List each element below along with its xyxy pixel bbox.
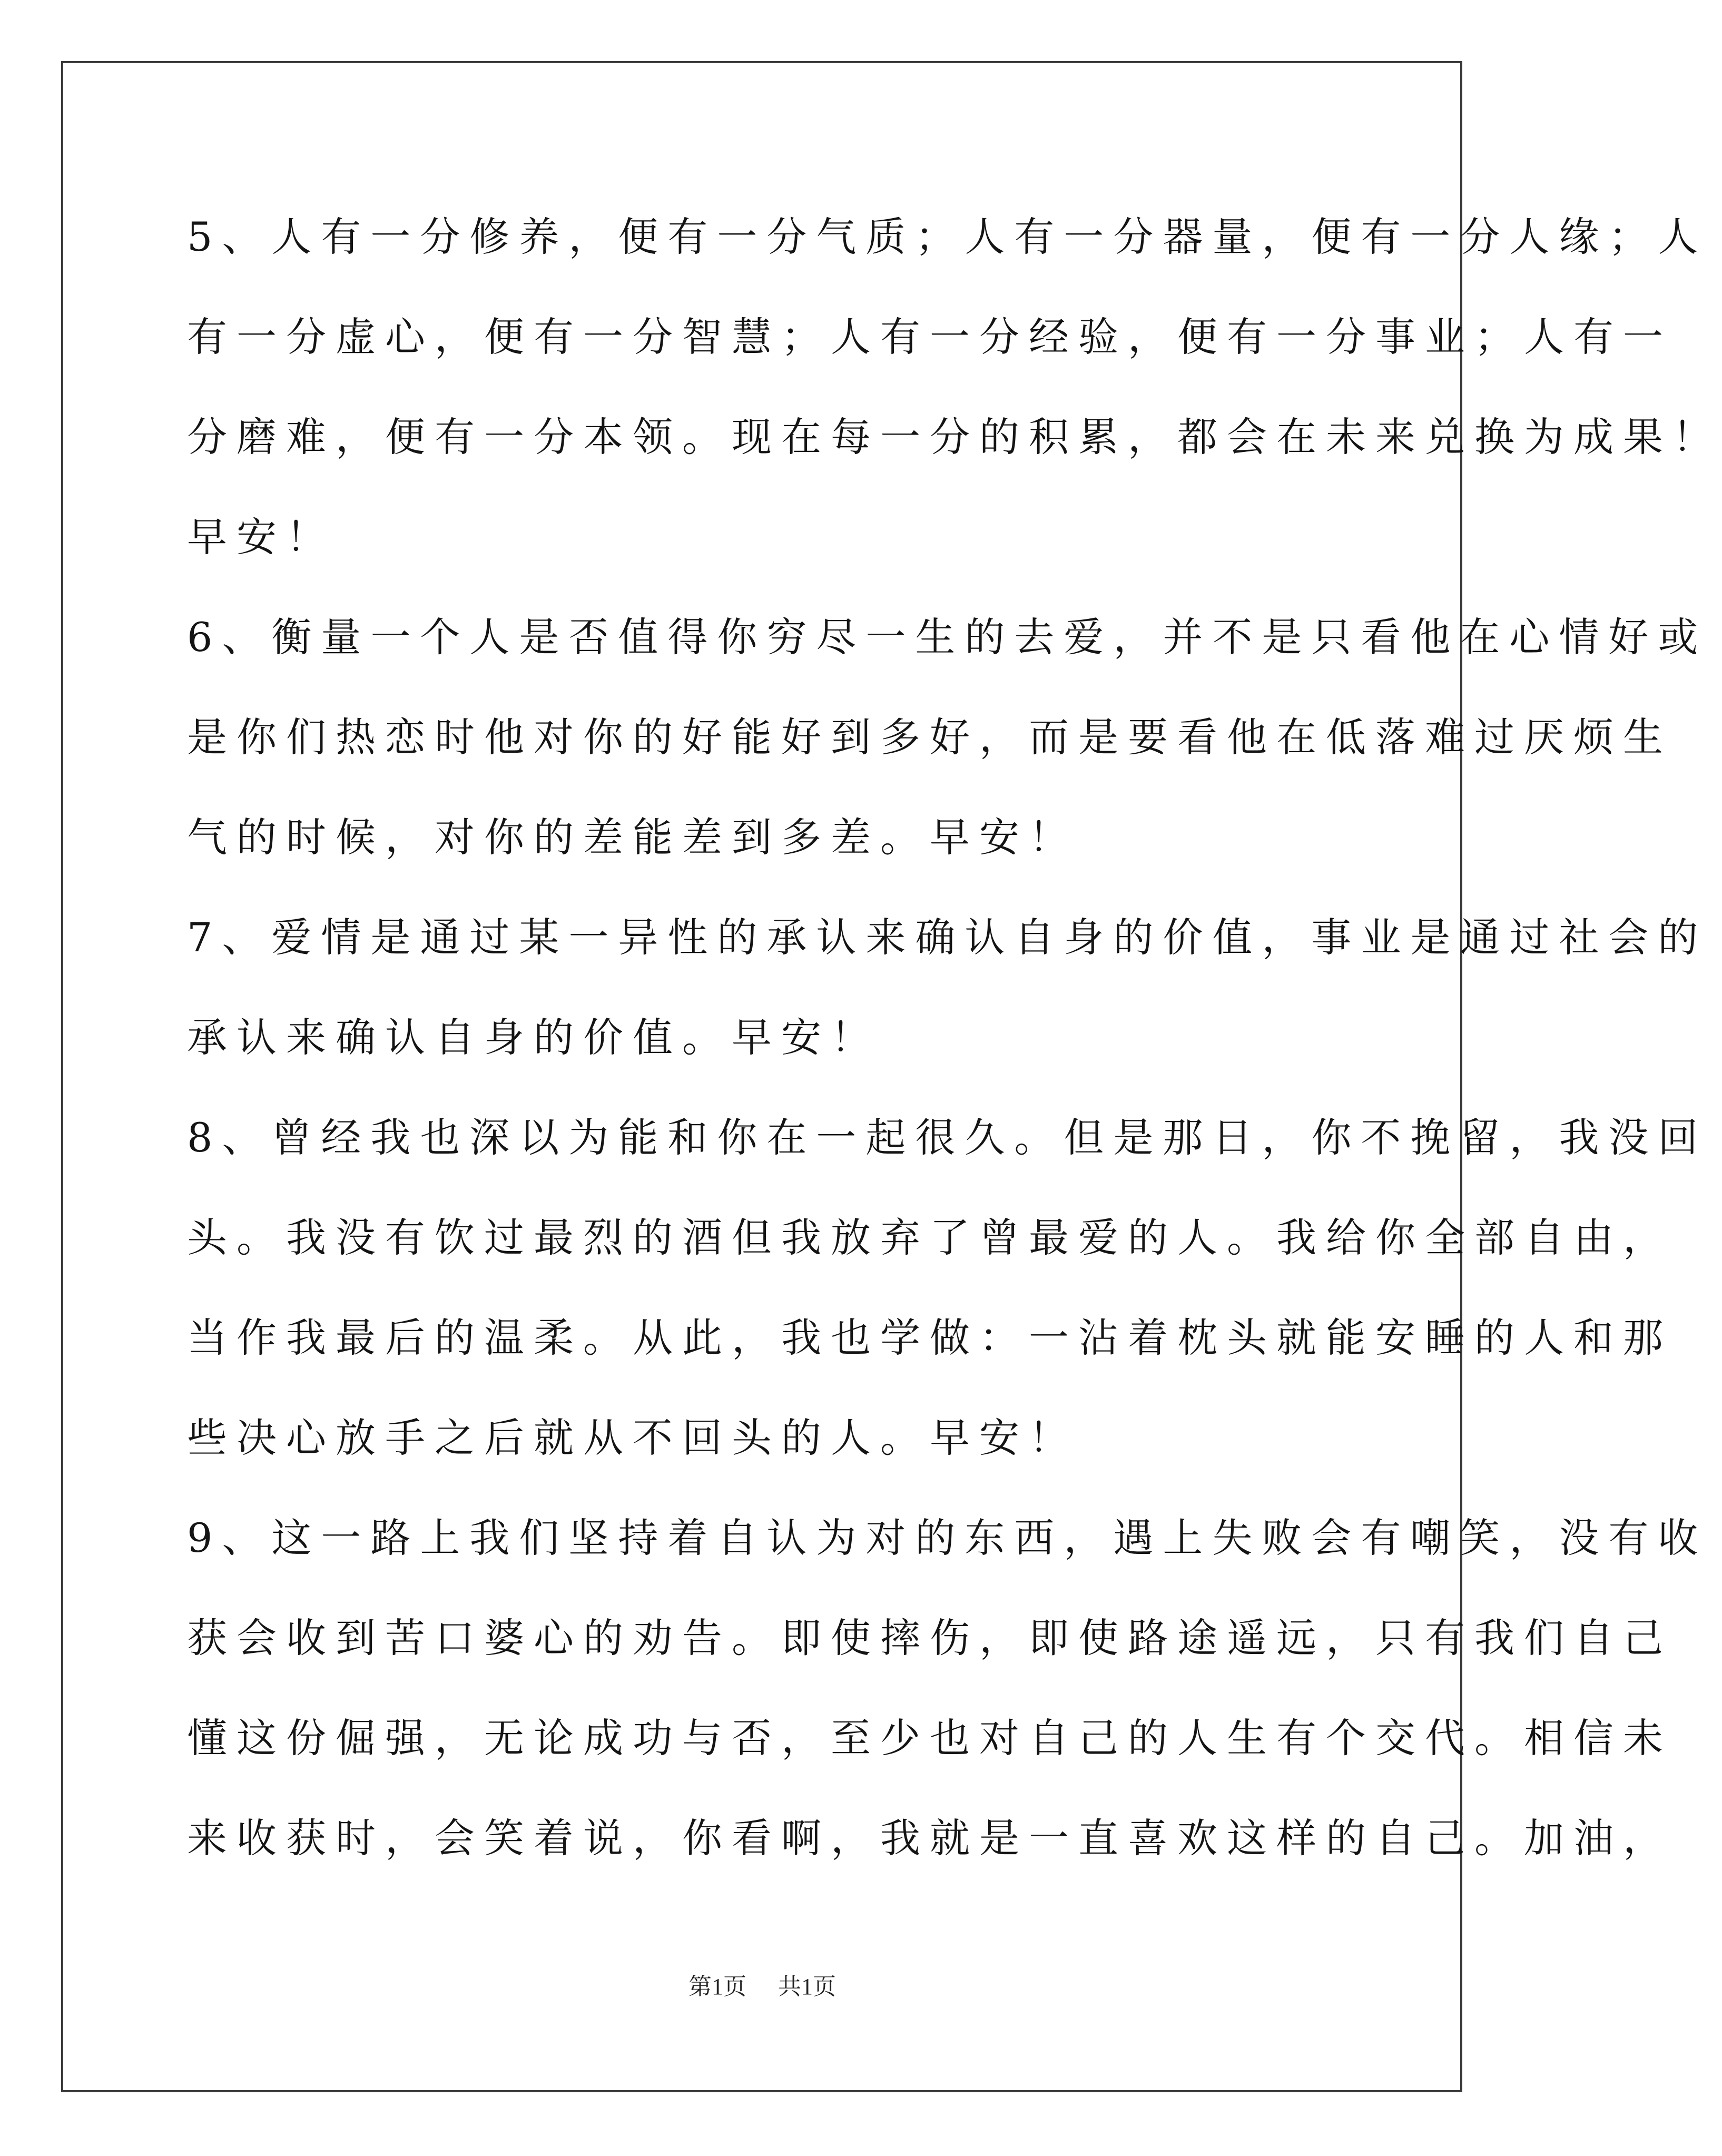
text-line: 些决心放手之后就从不回头的人。早安！ bbox=[187, 1414, 1078, 1461]
text-line: 获会收到苦口婆心的劝告。即使摔伤，即使路途遥远，只有我们自己 bbox=[187, 1614, 1672, 1661]
text-line: 早安！ bbox=[187, 514, 336, 560]
text-line: 来收获时，会笑着说，你看啊，我就是一直喜欢这样的自己。加油， bbox=[187, 1815, 1672, 1862]
text-line: 6、衡量一个人是否值得你穷尽一生的去爱，并不是只看他在心情好或 bbox=[187, 614, 1708, 661]
page-number: 第1页 bbox=[688, 1974, 746, 2000]
text-line: 气的时候，对你的差能差到多差。早安！ bbox=[187, 814, 1078, 861]
text-line: 8、曾经我也深以为能和你在一起很久。但是那日，你不挽留，我没回 bbox=[187, 1114, 1708, 1161]
text-line: 是你们热恋时他对你的好能好到多好，而是要看他在低落难过厌烦生 bbox=[187, 714, 1672, 761]
text-line: 9、这一路上我们坚持着自认为对的东西，遇上失败会有嘲笑，没有收 bbox=[187, 1514, 1708, 1561]
text-line: 当作我最后的温柔。从此，我也学做：一沾着枕头就能安睡的人和那 bbox=[187, 1314, 1672, 1361]
text-line: 7、爱情是通过某一异性的承认来确认自身的价值，事业是通过社会的 bbox=[187, 914, 1708, 961]
page-total: 共1页 bbox=[778, 1974, 836, 2000]
text-line: 懂这份倔强，无论成功与否，至少也对自己的人生有个交代。相信未 bbox=[187, 1715, 1672, 1761]
text-line: 有一分虚心，便有一分智慧；人有一分经验，便有一分事业；人有一 bbox=[187, 313, 1672, 360]
text-line: 5、人有一分修养，便有一分气质；人有一分器量，便有一分人缘；人 bbox=[187, 213, 1708, 260]
page-footer bbox=[0, 1967, 1524, 2001]
text-line: 分磨难，便有一分本领。现在每一分的积累，都会在未来兑换为成果！ bbox=[187, 414, 1722, 460]
text-line: 承认来确认自身的价值。早安！ bbox=[187, 1014, 880, 1061]
text-line: 头。我没有饮过最烈的酒但我放弃了曾最爱的人。我给你全部自由， bbox=[187, 1214, 1672, 1261]
document-body bbox=[187, 208, 1722, 1909]
